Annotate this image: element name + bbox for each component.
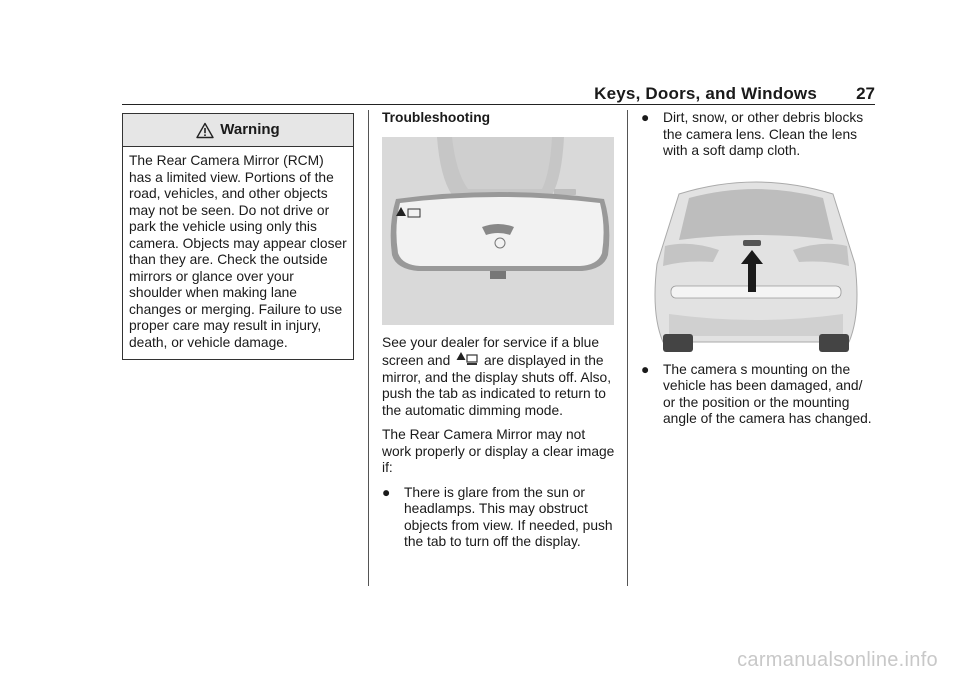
troubleshooting-heading: Troubleshooting bbox=[382, 110, 491, 125]
list-item: ● The camera s mounting on the vehicle has been damaged, and/ or the position or the mounting angle of the camera has changed. bbox=[641, 361, 872, 426]
watermark: carmanualsonline.info bbox=[737, 649, 938, 671]
column-3 bbox=[641, 110, 877, 436]
list-item: ● There is glare from the sun or headlamps. This may obstruct objects from view. If needed, push the tab to turn off the display. bbox=[382, 484, 613, 549]
section-title: Keys, Doors, and Windows bbox=[594, 84, 817, 103]
camera-warning-icon bbox=[456, 351, 478, 367]
column-divider bbox=[368, 110, 369, 586]
vehicle-rear-camera-illustration bbox=[649, 174, 863, 354]
bullet-marker: ● bbox=[382, 484, 391, 500]
list-item: ● Dirt, snow, or other debris blocks the camera lens. Clean the lens with a soft damp cloth. bbox=[641, 110, 864, 158]
troubleshooting-para-2: The Rear Camera Mirror may not work properly or display a clear image if: bbox=[382, 427, 615, 475]
bullet-marker: ● bbox=[641, 361, 650, 377]
bullet-marker: ● bbox=[641, 110, 650, 125]
column-divider bbox=[627, 110, 628, 586]
warning-header bbox=[123, 114, 353, 147]
page-number: 27 bbox=[856, 84, 875, 103]
column-1 bbox=[122, 110, 354, 360]
warning-label: Warning bbox=[220, 120, 280, 138]
page-header bbox=[122, 82, 875, 105]
column-2 bbox=[382, 110, 618, 559]
warning-triangle-icon bbox=[196, 122, 214, 139]
warning-text: The Rear Camera Mirror (RCM) has a limited view. Portions of the road, vehicles, and other objects may not be seen. Do not drive or park the vehicle using only this camera. Objects may appear closer than they are. Check the outside mirrors or glance over your shoulder when making lane changes or merging. Failure to use proper care may result in injury, death, or vehicle damage. bbox=[129, 153, 347, 350]
troubleshooting-para-1: See your dealer for service if a blue screen and are displayed in the mirror, and the display shuts off. Also, push the tab as indicated to return to the automatic dimming mode. bbox=[382, 334, 612, 418]
warning-box bbox=[122, 113, 354, 360]
rear-camera-mirror-illustration bbox=[382, 137, 614, 325]
